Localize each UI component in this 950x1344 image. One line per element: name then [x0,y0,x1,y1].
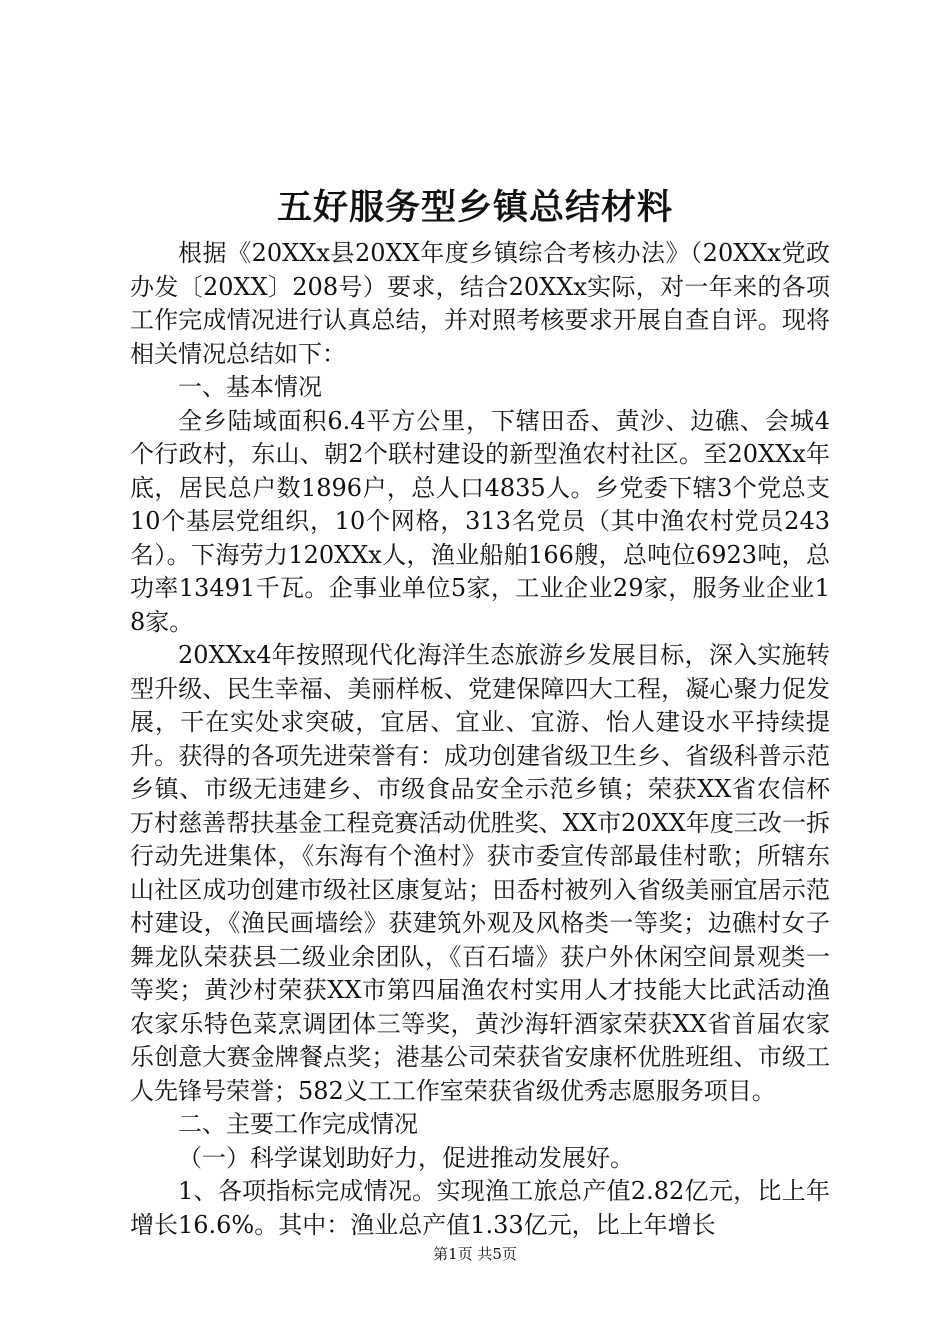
document-body [130,237,830,1242]
honors-paragraph: 20XXx4年按照现代化海洋生态旅游乡发展目标，深入实施转型升级、民生幸福、美丽样板、党建保障四大工程，凝心聚力促发展，干在实处求突破，宜居、宜业、宜游、怡人建设水平持续提升。获得的各项先进荣誉有：成功创建省级卫生乡、省级科普示范乡镇、市级无违建乡、市级食品安全示范乡镇；荣获XX省农信杯万村慈善帮扶基金工程竞赛活动优胜奖、XX市20XX年度三改一拆行动先进集体，《东海有个渔村》获市委宣传部最佳村歌；所辖东山社区成功创建市级社区康复站；田岙村被列入省级美丽宜居示范村建设，《渔民画墙绘》获建筑外观及风格类一等奖；边礁村女子舞龙队荣获县二级业余团队，《百石墙》获户外休闲空间景观类一等奖；黄沙村荣获XX市第四届渔农村实用人才技能大比武活动渔农家乐特色菜烹调团体三等奖，黄沙海轩酒家荣获XX省首届农家乐创意大赛金牌餐点奖；港基公司荣获省安康杯优胜班组、市级工人先锋号荣誉；582义工工作室荣获省级优秀志愿服务项目。 [130,641,830,1105]
intro-paragraph: 根据《20XXx县20XX年度乡镇综合考核办法》（20XXx党政办发〔20XX〕208号）要求，结合20XXx实际，对一年来的各项工作完成情况进行认真总结，并对照考核要求开展自查自评。现将相关情况总结如下： [130,239,830,368]
section-heading-basic: 一、基本情况 [178,373,322,401]
page-number-footer: 第1页 共5页 [433,1245,517,1263]
section-heading-work: 二、主要工作完成情况 [178,1110,418,1138]
indicators-paragraph: 1、各项指标完成情况。实现渔工旅总产值2.82亿元，比上年增长16.6%。其中：渔业总产值1.33亿元，比上年增长 [130,1177,830,1239]
document-title: 五好服务型乡镇总结材料 [276,187,673,228]
basic-info-paragraph: 全乡陆域面积6.4平方公里，下辖田岙、黄沙、边礁、会城4个行政村，东山、朝2个联村建设的新型渔农村社区。至20XXx年底，居民总户数1896户，总人口4835人。乡党委下辖3个党总支10个基层党组织，10个网格，313名党员（其中渔农村党员243名）。下海劳力120XXx人，渔业船舶166艘，总吨位6923吨，总功率13491千瓦。企事业单位5家，工业企业29家，服务业企业18家。 [130,406,830,636]
subsection-heading-1: （一）科学谋划助好力，促进推动发展好。 [178,1143,634,1172]
